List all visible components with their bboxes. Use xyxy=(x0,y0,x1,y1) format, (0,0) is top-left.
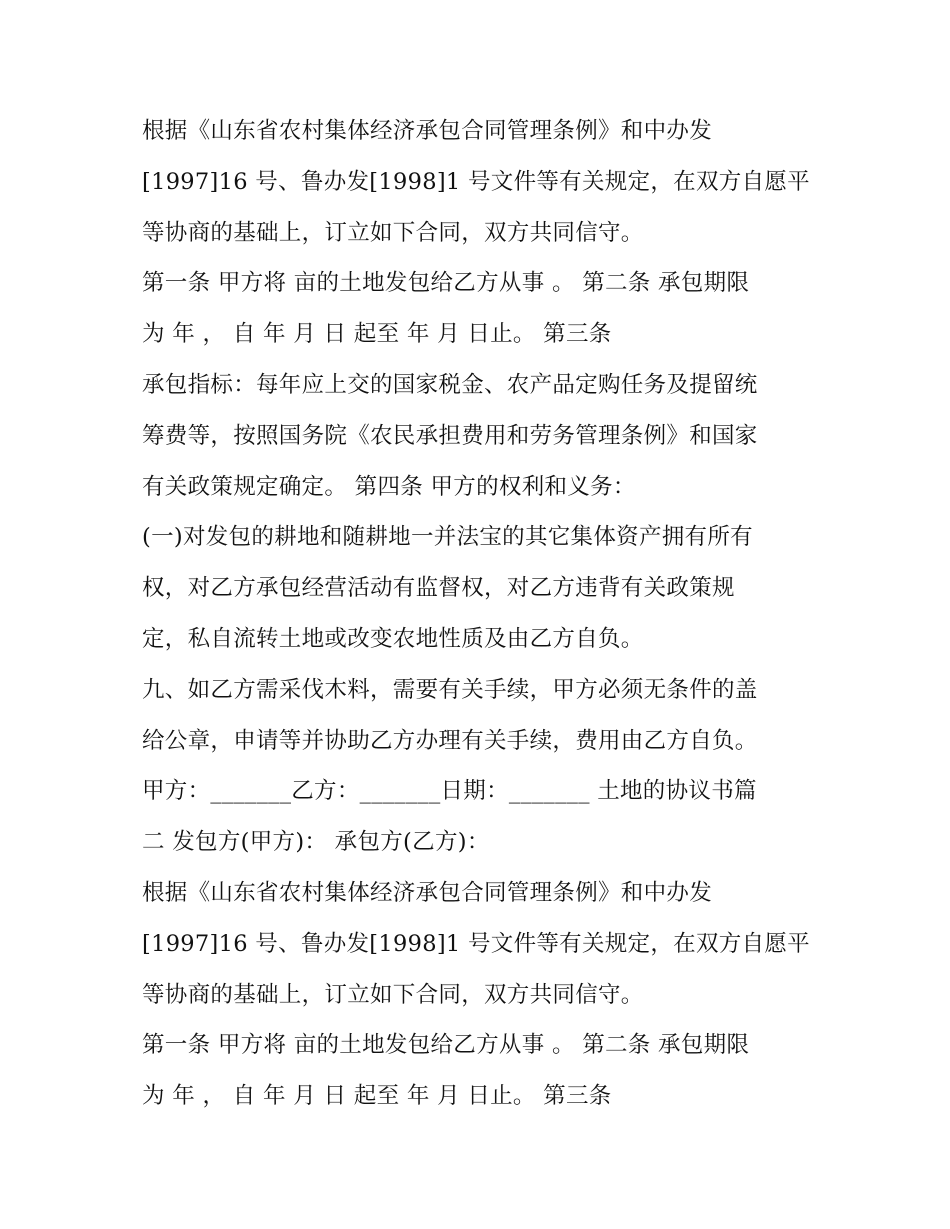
document-body xyxy=(142,106,822,1122)
text-line: 有关政策规定确定。 第四条 甲方的权利和义务： xyxy=(142,473,636,500)
text-line: 九、如乙方需采伐木料，需要有关手续，甲方必须无条件的盖 xyxy=(142,676,758,703)
text-line: [1997]16 号、鲁办发[1998]1 号文件等有关规定，在双方自愿平 xyxy=(142,168,810,195)
text-line: 定，私自流转土地或改变农地性质及由乙方自负。 xyxy=(142,625,644,652)
text-line: 筹费等，按照国务院《农民承担费用和劳务管理条例》和国家 xyxy=(142,422,758,449)
text-line: 甲方：_______乙方：_______日期：_______ 土地的协议书篇 xyxy=(142,778,757,805)
text-line: 根据《山东省农村集体经济承包合同管理条例》和中办发 xyxy=(142,118,713,144)
text-line: 第一条 甲方将 亩的土地发包给乙方从事 。 第二条 承包期限 xyxy=(142,270,750,297)
text-line: 等协商的基础上，订立如下合同，双方共同信守。 xyxy=(142,981,644,1008)
text-line: 承包指标：每年应上交的国家税金、农产品定购任务及提留统 xyxy=(142,371,758,398)
text-line: 第一条 甲方将 亩的土地发包给乙方从事 。 第二条 承包期限 xyxy=(142,1032,750,1059)
text-line: 二 发包方(甲方)： 承包方(乙方)： xyxy=(142,829,490,856)
text-line: 根据《山东省农村集体经济承包合同管理条例》和中办发 xyxy=(142,879,713,906)
text-line: 权，对乙方承包经营活动有监督权，对乙方违背有关政策规 xyxy=(142,575,735,602)
text-line: 为 年 ， 自 年 月 日 起至 年 月 日止。 第三条 xyxy=(142,321,612,348)
text-line: [1997]16 号、鲁办发[1998]1 号文件等有关规定，在双方自愿平 xyxy=(142,930,810,957)
text-line: 给公章，申请等并协助乙方办理有关手续，费用由乙方自负。 xyxy=(142,727,758,754)
text-line: 为 年 ， 自 年 月 日 起至 年 月 日止。 第三条 xyxy=(142,1083,612,1110)
text-line: 等协商的基础上，订立如下合同，双方共同信守。 xyxy=(142,219,644,246)
text-line: (一)对发包的耕地和随耕地一并法宝的其它集体资产拥有所有 xyxy=(142,524,753,551)
